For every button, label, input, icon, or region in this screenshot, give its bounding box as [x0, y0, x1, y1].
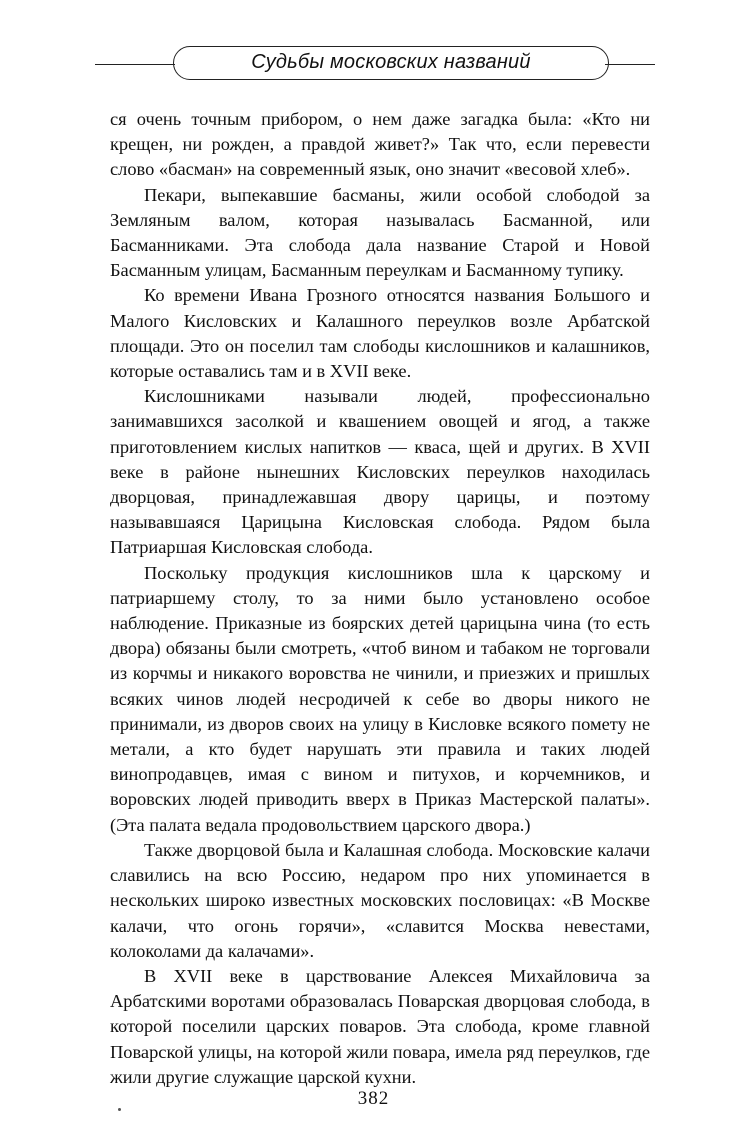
paragraph-6: Также дворцовой была и Калашная слобода. Московские калачи славились на всю Россию, недаром про них упоминается в нескольких широко известных московских пословицах: «В Москве калачи, что огонь горячи», «славится Москва невестами, колоколами да калачами».	[110, 839, 650, 961]
paragraph-2: Пекари, выпекавшие басманы, жили особой слободой за Земляным валом, которая называлась Басманной, или Басманниками. Эта слобода дала название Старой и Новой Басманным улицам, Басманным переулкам и Басманному тупику.	[110, 184, 650, 281]
header-title: Судьбы московских названий	[173, 46, 609, 80]
header-rule-right	[605, 64, 655, 65]
paragraph-4: Кислошниками называли людей, профессионально занимавшихся засолкой и квашением овощей и ягод, а также приготовлением кислых напитков — кваса, щей и других. В XVII веке в районе нынешних Кисловских переулков находилась дворцовая, принадлежавшая двору царицы, и поэтому называвшаяся Царицына Кисловская слобода. Рядом была Патриаршая Кисловская слобода.	[110, 386, 650, 558]
header-rule-left	[95, 64, 175, 65]
paragraph-1: ся очень точным прибором, о нем даже загадка была: «Кто ни крещен, ни рожден, а правдой живет?» Так что, если перевести слово «басман» на современный язык, оно значит «весовой хлеб».	[110, 109, 650, 180]
page-number: 382	[357, 1088, 390, 1109]
paragraph-7: В XVII веке в царствование Алексея Михайловича за Арбатскими воротами образовалась Поварская дворцовая слобода, в которой поселили царских поваров. Эта слобода, кроме главной Поварской улицы, на которой жили повара, имела ряд переулков, где жили другие служащие царской кухни.	[110, 965, 650, 1087]
body-text	[110, 107, 650, 1090]
running-header	[95, 44, 655, 84]
paragraph-5: Поскольку продукция кислошников шла к царскому и патриаршему столу, то за ними было установлено особое наблюдение. Приказные из боярских детей царицына чина (то есть двора) обязаны были смотреть, «чтоб вином и табаком не торговали из корчмы и никакого воровства не чинили, и приезжих и пришлых всяких чинов людей несродичей к себе во дворы никого не принимали, из дворов своих на улицу в Кисловке всякого помету не метали, а кто будет нарушать эти правила и таких людей винопродавцев, имая с вином и питухов, и корчемников, и воровских людей приводить вверх в Приказ Мастерской палаты». (Эта палата ведала продовольствием царского двора.)	[110, 562, 650, 835]
paragraph-3: Ко времени Ивана Грозного относятся названия Большого и Малого Кисловских и Калашного переулков возле Арбатской площади. Это он поселил там слободы кислошников и калашников, которые оставались там и в XVII веке.	[110, 285, 650, 382]
